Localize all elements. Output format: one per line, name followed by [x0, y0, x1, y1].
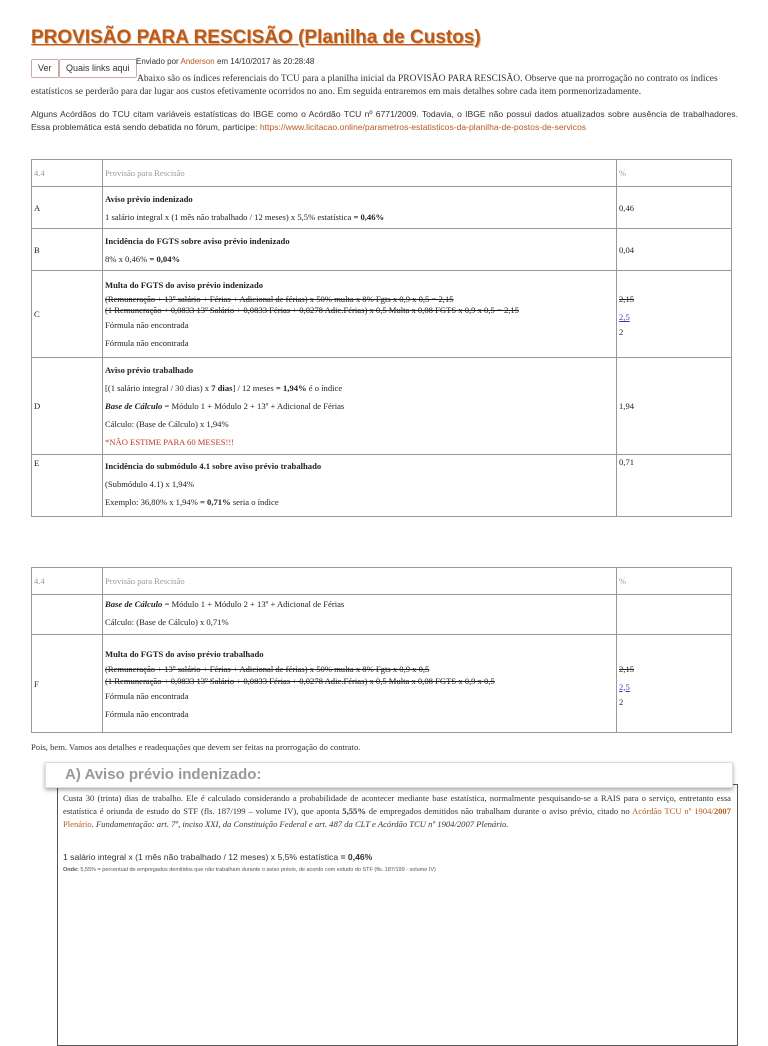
rescission-table-2	[31, 567, 732, 733]
row-desc	[103, 271, 617, 358]
row-code: B	[32, 229, 103, 271]
author-link[interactable]: Anderson	[180, 57, 215, 66]
row-desc	[103, 229, 617, 271]
ibge-paragraph	[31, 108, 738, 133]
header-pct: %	[617, 568, 732, 595]
table-header	[32, 568, 732, 595]
row-title: Aviso prévio indenizado	[105, 193, 193, 204]
row-desc	[103, 455, 617, 517]
section-a-formula: 1 salário integral x (1 mês não trabalhado / 12 meses) x 5,5% estatística = 0,46%	[63, 852, 373, 862]
header-pct: %	[617, 160, 732, 187]
pct-struck: 2,15	[619, 294, 635, 304]
row-pct	[617, 635, 732, 733]
row-formula-struck: (1 Remuneração + 0,0833 13º Salário + 0,0833 Férias + 0,0278 Adic.Férias) x 0,5 Multa x 0,08 FGTS x 0,9 x 0,5 = 2,15	[105, 305, 519, 315]
row-note: Fórmula não encontrada	[105, 338, 189, 348]
row-formula: 8% x 0,46% = 0,04%	[105, 253, 181, 264]
row-title: Incidência do FGTS sobre aviso prévio indenizado	[105, 235, 290, 246]
page-title: PROVISÃO PARA RESCISÃO (Planilha de Custos)	[31, 27, 481, 48]
row-note: Fórmula não encontrada	[105, 690, 189, 701]
row-warning: *NÃO ESTIME PARA 60 MESES!!!	[105, 437, 235, 447]
row-pct	[617, 271, 732, 358]
section-a-footnote: Onde: 5,55% = percentual de empregados demitidos que não trabalham durante o aviso prévio, de acordo com estudo do STF (fls. 187/199 - volume IV)	[63, 867, 436, 873]
pct-link[interactable]: 2,5	[619, 312, 630, 322]
row-desc	[103, 187, 617, 229]
row-code: C	[32, 271, 103, 358]
section-a-header	[45, 762, 733, 788]
row-code: A	[32, 187, 103, 229]
row-formula: [(1 salário integral / 30 dias) x 7 dias] / 12 meses = 1,94% é o índice	[105, 383, 343, 393]
view-button[interactable]: Ver	[31, 59, 59, 78]
row-desc	[103, 358, 617, 455]
row-calc: Cálculo: (Base de Cálculo) x 0,71%	[105, 617, 229, 627]
row-code: D	[32, 358, 103, 455]
rescission-table-1	[31, 159, 732, 517]
row-formula-struck: (Remuneração + 13º salário + Férias + Adicional de férias) x 50% multa x 8% Fgts x 0,9 x 0,5	[105, 663, 430, 674]
row-title: Multa do FGTS do aviso prévio trabalhado	[105, 648, 264, 659]
row-pct: 1,94	[617, 358, 732, 455]
header-desc: Provisão para Rescisão	[103, 568, 617, 595]
table-row-e-cont	[32, 595, 732, 635]
header-desc: Provisão para Rescisão	[103, 160, 617, 187]
table-row-d	[32, 358, 732, 455]
table-row-a	[32, 187, 732, 229]
byline-prefix: Enviado por	[136, 57, 179, 66]
row-formula-struck: (Remuneração + 13º salário + Férias + Adicional de férias) x 50% multa x 8% Fgts x 0,9 x 0,5 = 2,15	[105, 294, 454, 304]
pct-value: 2	[619, 696, 624, 707]
row-base: Base de Cálculo = Módulo 1 + Módulo 2 + 13º + Adicional de Férias	[105, 401, 345, 411]
pct-value: 2	[619, 327, 624, 337]
pct-struck: 2,15	[619, 663, 635, 674]
row-title: Aviso prévio trabalhado	[105, 365, 194, 375]
transition-paragraph: Pois, bem. Vamos aos detalhes e readequações que devem ser feitas na prorrogação do contrato.	[31, 742, 361, 752]
row-formula: 1 salário integral x (1 mês não trabalhado / 12 meses) x 5,5% estatística = 0,46%	[105, 211, 385, 222]
forum-link[interactable]: https://www.licitacao.online/parametros-estatisticos-da-planilha-de-postos-de-servicos	[259, 121, 587, 132]
row-code: F	[32, 635, 103, 733]
row-pct: 0,71	[617, 455, 732, 517]
byline	[136, 57, 314, 66]
header-code: 4.4	[32, 160, 103, 187]
row-desc	[103, 595, 617, 635]
header-code: 4.4	[32, 568, 103, 595]
table-row-c	[32, 271, 732, 358]
row-title: Incidência do submódulo 4.1 sobre aviso prévio trabalhado	[105, 461, 322, 471]
pct-link[interactable]: 2,5	[619, 681, 630, 692]
row-example: Exemplo: 36,80% x 1,94% = 0,71% seria o índice	[105, 497, 279, 507]
row-code: E	[32, 455, 103, 517]
byline-date: em 14/10/2017 às 20:28:48	[216, 57, 315, 66]
row-code	[32, 595, 103, 635]
row-pct: 0,04	[617, 229, 732, 271]
table-row-e	[32, 455, 732, 517]
what-links-here-button[interactable]: Quais links aqui	[59, 59, 137, 78]
table-row-b	[32, 229, 732, 271]
row-formula-struck: (1 Remuneração + 0,0833 13º Salário + 0,0833 Férias + 0,0278 Adic.Férias) x 0,5 Multa x 0,08 FGTS x 0,9 x 0,5	[105, 675, 495, 686]
section-a-title: A) Aviso prévio indenizado:	[65, 766, 262, 783]
table-row-f	[32, 635, 732, 733]
row-desc	[103, 635, 617, 733]
row-note: Fórmula não encontrada	[105, 708, 189, 719]
intro-paragraph: Abaixo são os índices referenciais do TCU para a planilha inicial da PROVISÃO PARA RESCISÃO. Observe que na prorrogação no contrato os índices estatísticos se perderão para dar lugar aos custos efetivamente ocorridos no ano. Em seguida entraremos em mais detalhes sobre cada item pormenorizadamente.	[31, 74, 718, 97]
row-base: Base de Cálculo = Módulo 1 + Módulo 2 + 13º + Adicional de Férias	[105, 599, 345, 609]
section-a-paragraph: Custa 30 (trinta) dias de trabalho. Ele é calculado considerando a probabilidade de acontecer mediante base estatística, normalmente pesquisando-se a RAIS para o serviço, entretanto essa estatística é oriunda de estudo do STF (fls. 187/199 – volume IV), que aponta 5,55% de empregados demitidos não trabalham durante o aviso prévio, citado no Acórdão TCU nº 1904/2007 Plenário. Fundamentação: art. 7º, inciso XXI, da Constituição Federal e art. 487 da CLT e Acórdão TCU nº 1904/2007 Plenário.	[63, 793, 731, 829]
row-pct	[617, 595, 732, 635]
row-note: Fórmula não encontrada	[105, 320, 189, 330]
table-header	[32, 160, 732, 187]
row-title: Multa do FGTS do aviso prévio indenizado	[105, 280, 264, 290]
ibge-text: Alguns Acórdãos do TCU citam variáveis estatísticas do IBGE como o Acórdão TCU nº 6771/2009. Todavia, o IBGE não possui dados atualizados sobre ausência de trabalhadores. Essa problemática está sendo debatida no fórum, participe:	[31, 109, 738, 132]
row-pct: 0,46	[617, 187, 732, 229]
row-calc: Cálculo: (Base de Cálculo) x 1,94%	[105, 419, 229, 429]
acordao-link[interactable]: Acórdão TCU nº 1904/2007 Plenário	[63, 806, 731, 829]
row-formula: (Submódulo 4.1) x 1,94%	[105, 479, 195, 489]
